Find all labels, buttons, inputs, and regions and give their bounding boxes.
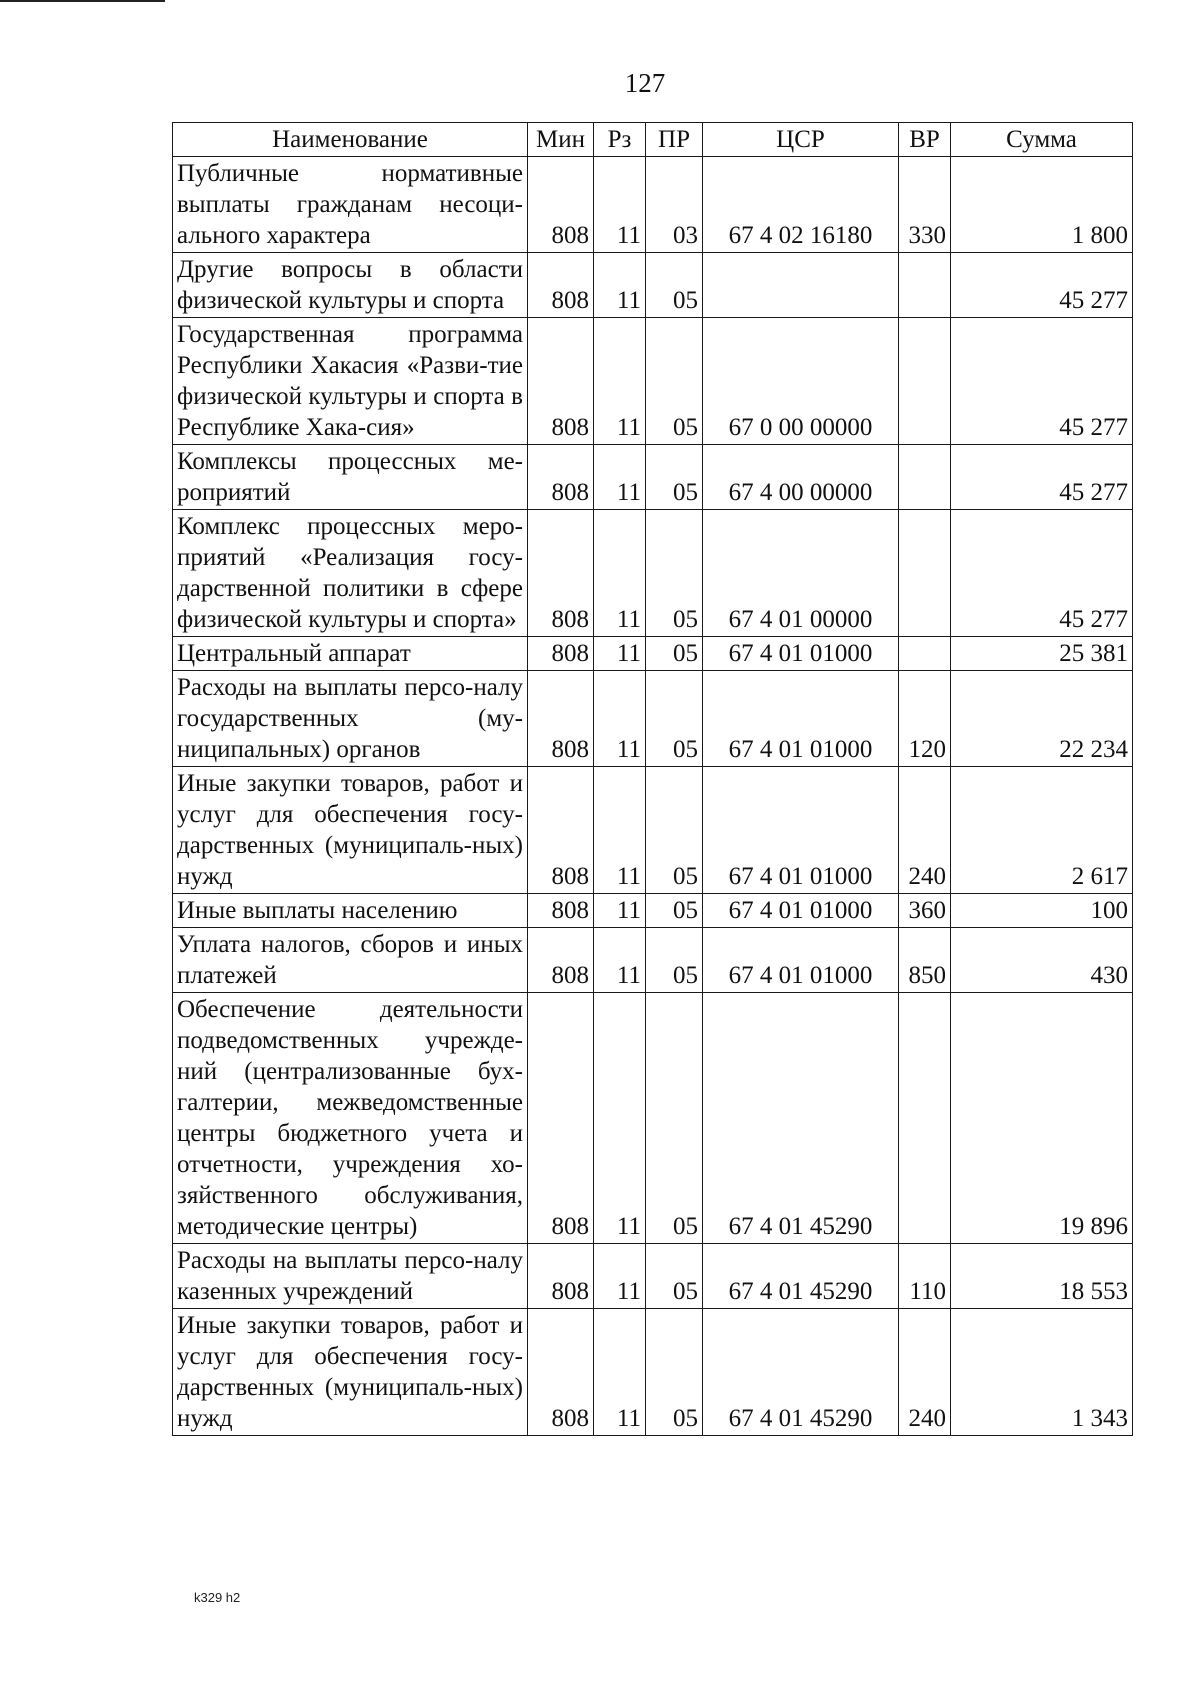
row-min: 808 [528,510,594,637]
header-row [173,123,1133,157]
row-csr: 67 4 01 45290 [703,1309,899,1436]
header-vr: ВР [899,123,951,157]
row-sum: 45 277 [951,445,1133,510]
row-vr: 360 [899,894,951,928]
row-vr: 330 [899,157,951,253]
row-name: Комплексы процессных ме-роприятий [173,445,528,510]
row-vr: 110 [899,1244,951,1309]
row-vr [899,993,951,1244]
row-csr: 67 4 00 00000 [703,445,899,510]
table-row [173,1244,1133,1309]
table-row [173,510,1133,637]
row-csr: 67 4 01 45290 [703,1244,899,1309]
table-row [173,894,1133,928]
row-min: 808 [528,637,594,671]
row-pr: 05 [646,894,703,928]
row-name: Расходы на выплаты персо-налу казенных учреждений [173,1244,528,1309]
row-csr: 67 4 01 01000 [703,637,899,671]
table-row [173,445,1133,510]
row-pr: 05 [646,253,703,318]
row-min: 808 [528,993,594,1244]
row-pr: 05 [646,767,703,894]
row-pr: 05 [646,637,703,671]
row-pr: 05 [646,1309,703,1436]
row-sum: 45 277 [951,318,1133,445]
row-rz: 11 [594,157,646,253]
row-pr: 05 [646,1244,703,1309]
row-vr [899,253,951,318]
row-name: Иные закупки товаров, работ и услуг для обеспечения госу-дарственных (муниципаль-ных) нужд [173,767,528,894]
row-sum: 1 800 [951,157,1133,253]
document-code: k329 h2 [194,1590,241,1605]
scan-edge-line [0,0,165,2]
row-name: Комплекс процессных меро-приятий «Реализация госу-дарственной политики в сфере физической культуры и спорта» [173,510,528,637]
row-min: 808 [528,445,594,510]
row-rz: 11 [594,993,646,1244]
row-min: 808 [528,253,594,318]
row-rz: 11 [594,318,646,445]
row-min: 808 [528,671,594,767]
row-min: 808 [528,1309,594,1436]
row-pr: 05 [646,510,703,637]
row-rz: 11 [594,510,646,637]
row-sum: 2 617 [951,767,1133,894]
row-vr: 240 [899,767,951,894]
row-name: Другие вопросы в области физической культуры и спорта [173,253,528,318]
row-rz: 11 [594,894,646,928]
row-pr: 05 [646,928,703,993]
row-rz: 11 [594,637,646,671]
table-row [173,671,1133,767]
row-rz: 11 [594,928,646,993]
row-vr [899,445,951,510]
row-min: 808 [528,318,594,445]
table-row [173,993,1133,1244]
row-vr [899,318,951,445]
header-sum: Сумма [951,123,1133,157]
row-vr [899,637,951,671]
row-name: Государственная программа Республики Хакасия «Разви-тие физической культуры и спорта в Республике Хака-сия» [173,318,528,445]
row-sum: 1 343 [951,1309,1133,1436]
table-row [173,767,1133,894]
row-name: Центральный аппарат [173,637,528,671]
row-name: Уплата налогов, сборов и иных платежей [173,928,528,993]
table-row [173,1309,1133,1436]
header-name: Наименование [173,123,528,157]
header-csr: ЦСР [703,123,899,157]
row-csr: 67 0 00 00000 [703,318,899,445]
row-csr: 67 4 01 45290 [703,993,899,1244]
row-csr: 67 4 01 01000 [703,671,899,767]
row-name: Обеспечение деятельности подведомственных учрежде-ний (централизованные бух-галтерии, межведомственные центры бюджетного учета и отчетности, учреждения хо-зяйственного обслуживания, методические центры) [173,993,528,1244]
row-sum: 22 234 [951,671,1133,767]
table-row [173,637,1133,671]
row-rz: 11 [594,1309,646,1436]
row-rz: 11 [594,445,646,510]
row-csr [703,253,899,318]
row-min: 808 [528,894,594,928]
row-min: 808 [528,928,594,993]
table-row [173,318,1133,445]
row-rz: 11 [594,253,646,318]
budget-table [172,122,1133,1436]
row-rz: 11 [594,1244,646,1309]
row-vr: 850 [899,928,951,993]
row-sum: 100 [951,894,1133,928]
row-csr: 67 4 02 16180 [703,157,899,253]
row-csr: 67 4 01 00000 [703,510,899,637]
header-pr: ПР [646,123,703,157]
header-rz: Рз [594,123,646,157]
row-min: 808 [528,1244,594,1309]
table-row [173,928,1133,993]
row-sum: 18 553 [951,1244,1133,1309]
row-sum: 430 [951,928,1133,993]
row-sum: 45 277 [951,510,1133,637]
row-name: Публичные нормативные выплаты гражданам несоци-ального характера [173,157,528,253]
row-rz: 11 [594,671,646,767]
row-sum: 19 896 [951,993,1133,1244]
row-name: Расходы на выплаты персо-налу государственных (му-ниципальных) органов [173,671,528,767]
row-sum: 45 277 [951,253,1133,318]
row-csr: 67 4 01 01000 [703,928,899,993]
row-pr: 03 [646,157,703,253]
row-pr: 05 [646,318,703,445]
table-row [173,253,1133,318]
header-min: Мин [528,123,594,157]
row-sum: 25 381 [951,637,1133,671]
row-pr: 05 [646,993,703,1244]
row-min: 808 [528,767,594,894]
row-min: 808 [528,157,594,253]
row-vr: 120 [899,671,951,767]
row-name: Иные закупки товаров, работ и услуг для обеспечения госу-дарственных (муниципаль-ных) нужд [173,1309,528,1436]
row-csr: 67 4 01 01000 [703,894,899,928]
row-rz: 11 [594,767,646,894]
row-pr: 05 [646,671,703,767]
row-vr [899,510,951,637]
page-number: 127 [624,68,666,98]
row-pr: 05 [646,445,703,510]
row-csr: 67 4 01 01000 [703,767,899,894]
table-row [173,157,1133,253]
row-vr: 240 [899,1309,951,1436]
row-name: Иные выплаты населению [173,894,528,928]
